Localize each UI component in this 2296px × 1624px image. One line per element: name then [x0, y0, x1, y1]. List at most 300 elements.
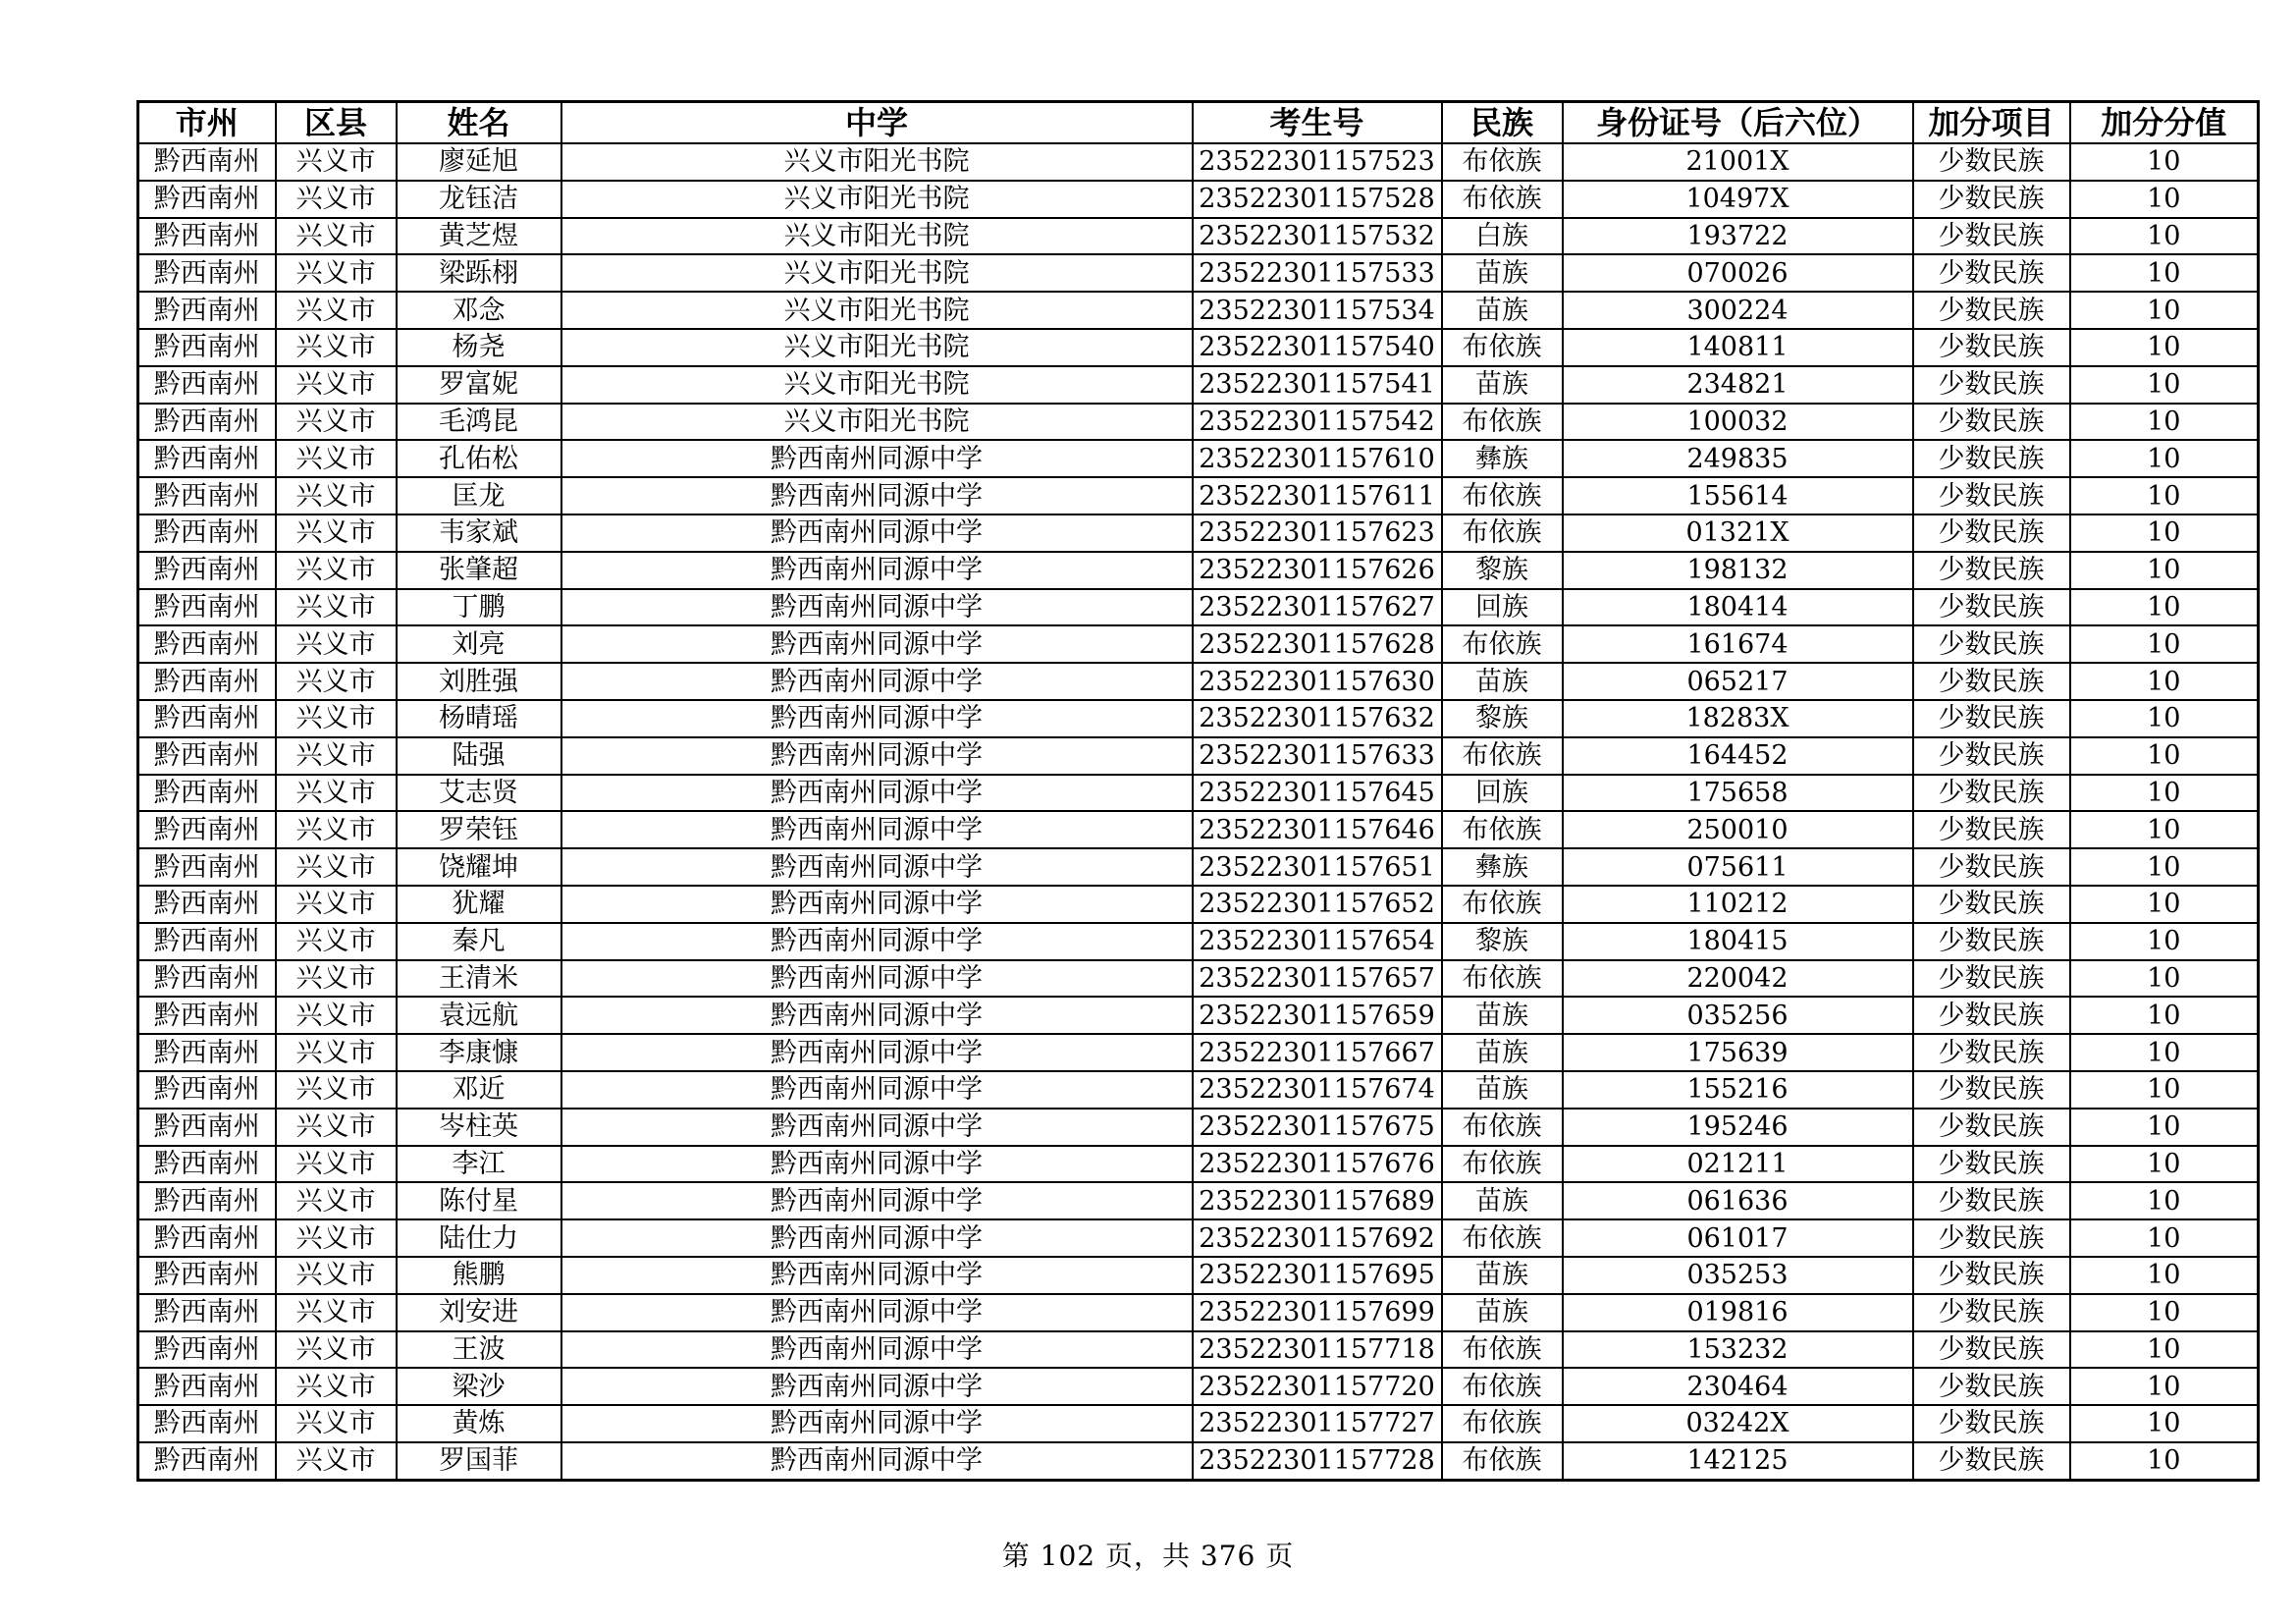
id-last-six-cell: 220042	[1563, 960, 1913, 998]
city-cell: 黔西南州	[138, 737, 276, 775]
header-row	[138, 102, 2259, 144]
city-cell: 黔西南州	[138, 1071, 276, 1109]
ethnicity-cell: 布依族	[1442, 1109, 1563, 1146]
exam-number-cell: 23522301157657	[1193, 960, 1442, 998]
header-bonus-value: 加分分值	[2070, 102, 2259, 144]
bonus-value-cell: 10	[2070, 1034, 2259, 1071]
bonus-value-cell: 10	[2070, 775, 2259, 812]
ethnicity-cell: 布依族	[1442, 143, 1563, 181]
name-cell: 艾志贤	[397, 775, 561, 812]
school-cell: 黔西南州同源中学	[561, 1368, 1193, 1405]
exam-number-cell: 23522301157523	[1193, 143, 1442, 181]
ethnicity-cell: 苗族	[1442, 1182, 1563, 1219]
county-cell: 兴义市	[276, 1294, 397, 1331]
id-last-six-cell: 21001X	[1563, 143, 1913, 181]
bonus-item-cell: 少数民族	[1913, 404, 2070, 441]
bonus-item-cell: 少数民族	[1913, 960, 2070, 998]
bonus-item-cell: 少数民族	[1913, 1257, 2070, 1294]
school-cell: 黔西南州同源中学	[561, 737, 1193, 775]
id-last-six-cell: 035256	[1563, 997, 1913, 1034]
city-cell: 黔西南州	[138, 811, 276, 848]
exam-number-cell: 23522301157720	[1193, 1368, 1442, 1405]
name-cell: 岑柱英	[397, 1109, 561, 1146]
city-cell: 黔西南州	[138, 143, 276, 181]
school-cell: 兴义市阳光书院	[561, 366, 1193, 404]
table-row	[138, 923, 2259, 960]
table-row	[138, 1368, 2259, 1405]
school-cell: 黔西南州同源中学	[561, 552, 1193, 589]
id-last-six-cell: 180415	[1563, 923, 1913, 960]
bonus-value-cell: 10	[2070, 960, 2259, 998]
school-cell: 黔西南州同源中学	[561, 477, 1193, 514]
header-name: 姓名	[397, 102, 561, 144]
ethnicity-cell: 布依族	[1442, 1368, 1563, 1405]
bonus-item-cell: 少数民族	[1913, 143, 2070, 181]
school-cell: 兴义市阳光书院	[561, 254, 1193, 292]
bonus-item-cell: 少数民族	[1913, 1146, 2070, 1183]
table-row	[138, 552, 2259, 589]
name-cell: 饶耀坤	[397, 848, 561, 886]
exam-number-cell: 23522301157627	[1193, 589, 1442, 626]
id-last-six-cell: 035253	[1563, 1257, 1913, 1294]
table-row	[138, 1294, 2259, 1331]
bonus-value-cell: 10	[2070, 1294, 2259, 1331]
city-cell: 黔西南州	[138, 514, 276, 552]
bonus-item-cell: 少数民族	[1913, 440, 2070, 477]
name-cell: 秦凡	[397, 923, 561, 960]
ethnicity-cell: 苗族	[1442, 1034, 1563, 1071]
school-cell: 兴义市阳光书院	[561, 143, 1193, 181]
bonus-value-cell: 10	[2070, 514, 2259, 552]
city-cell: 黔西南州	[138, 254, 276, 292]
bonus-item-cell: 少数民族	[1913, 1442, 2070, 1480]
exam-number-cell: 23522301157542	[1193, 404, 1442, 441]
school-cell: 黔西南州同源中学	[561, 811, 1193, 848]
bonus-item-cell: 少数民族	[1913, 848, 2070, 886]
table-row	[138, 181, 2259, 218]
bonus-value-cell: 10	[2070, 811, 2259, 848]
table-row	[138, 1182, 2259, 1219]
ethnicity-cell: 黎族	[1442, 552, 1563, 589]
bonus-item-cell: 少数民族	[1913, 589, 2070, 626]
name-cell: 龙钰洁	[397, 181, 561, 218]
bonus-item-cell: 少数民族	[1913, 923, 2070, 960]
table-row	[138, 1257, 2259, 1294]
ethnicity-cell: 苗族	[1442, 292, 1563, 329]
id-last-six-cell: 250010	[1563, 811, 1913, 848]
exam-number-cell: 23522301157534	[1193, 292, 1442, 329]
name-cell: 陆强	[397, 737, 561, 775]
name-cell: 李江	[397, 1146, 561, 1183]
school-cell: 黔西南州同源中学	[561, 625, 1193, 663]
county-cell: 兴义市	[276, 404, 397, 441]
exam-number-cell: 23522301157718	[1193, 1331, 1442, 1369]
county-cell: 兴义市	[276, 440, 397, 477]
table-row	[138, 737, 2259, 775]
county-cell: 兴义市	[276, 663, 397, 700]
ethnicity-cell: 苗族	[1442, 997, 1563, 1034]
bonus-value-cell: 10	[2070, 997, 2259, 1034]
school-cell: 黔西南州同源中学	[561, 1034, 1193, 1071]
school-cell: 黔西南州同源中学	[561, 1331, 1193, 1369]
county-cell: 兴义市	[276, 923, 397, 960]
header-bonus-item: 加分项目	[1913, 102, 2070, 144]
bonus-item-cell: 少数民族	[1913, 477, 2070, 514]
ethnicity-cell: 苗族	[1442, 1257, 1563, 1294]
exam-number-cell: 23522301157667	[1193, 1034, 1442, 1071]
bonus-item-cell: 少数民族	[1913, 1331, 2070, 1369]
bonus-item-cell: 少数民族	[1913, 1405, 2070, 1442]
table-row	[138, 292, 2259, 329]
name-cell: 刘安进	[397, 1294, 561, 1331]
id-last-six-cell: 061017	[1563, 1219, 1913, 1257]
school-cell: 黔西南州同源中学	[561, 848, 1193, 886]
id-last-six-cell: 249835	[1563, 440, 1913, 477]
county-cell: 兴义市	[276, 1182, 397, 1219]
bonus-value-cell: 10	[2070, 254, 2259, 292]
bonus-item-cell: 少数民族	[1913, 700, 2070, 737]
bonus-value-cell: 10	[2070, 700, 2259, 737]
table-row	[138, 404, 2259, 441]
name-cell: 熊鹏	[397, 1257, 561, 1294]
bonus-points-table	[136, 100, 2260, 1482]
county-cell: 兴义市	[276, 997, 397, 1034]
id-last-six-cell: 110212	[1563, 886, 1913, 923]
bonus-value-cell: 10	[2070, 1071, 2259, 1109]
county-cell: 兴义市	[276, 254, 397, 292]
page-number: 第 102 页，共 376 页	[1001, 1540, 1295, 1572]
bonus-value-cell: 10	[2070, 440, 2259, 477]
table-row	[138, 1034, 2259, 1071]
county-cell: 兴义市	[276, 143, 397, 181]
school-cell: 黔西南州同源中学	[561, 514, 1193, 552]
name-cell: 王波	[397, 1331, 561, 1369]
exam-number-cell: 23522301157659	[1193, 997, 1442, 1034]
county-cell: 兴义市	[276, 552, 397, 589]
id-last-six-cell: 153232	[1563, 1331, 1913, 1369]
name-cell: 刘胜强	[397, 663, 561, 700]
school-cell: 黔西南州同源中学	[561, 997, 1193, 1034]
exam-number-cell: 23522301157674	[1193, 1071, 1442, 1109]
ethnicity-cell: 布依族	[1442, 1146, 1563, 1183]
id-last-six-cell: 234821	[1563, 366, 1913, 404]
ethnicity-cell: 彝族	[1442, 848, 1563, 886]
ethnicity-cell: 彝族	[1442, 440, 1563, 477]
exam-number-cell: 23522301157728	[1193, 1442, 1442, 1480]
ethnicity-cell: 布依族	[1442, 477, 1563, 514]
city-cell: 黔西南州	[138, 848, 276, 886]
table-row	[138, 960, 2259, 998]
city-cell: 黔西南州	[138, 366, 276, 404]
table-row	[138, 1405, 2259, 1442]
table-row	[138, 1109, 2259, 1146]
bonus-value-cell: 10	[2070, 366, 2259, 404]
bonus-value-cell: 10	[2070, 1109, 2259, 1146]
school-cell: 黔西南州同源中学	[561, 1182, 1193, 1219]
table-row	[138, 775, 2259, 812]
bonus-item-cell: 少数民族	[1913, 663, 2070, 700]
exam-number-cell: 23522301157540	[1193, 329, 1442, 366]
school-cell: 黔西南州同源中学	[561, 923, 1193, 960]
ethnicity-cell: 布依族	[1442, 181, 1563, 218]
table-row	[138, 1442, 2259, 1480]
county-cell: 兴义市	[276, 1146, 397, 1183]
ethnicity-cell: 布依族	[1442, 886, 1563, 923]
county-cell: 兴义市	[276, 1034, 397, 1071]
school-cell: 黔西南州同源中学	[561, 775, 1193, 812]
city-cell: 黔西南州	[138, 1146, 276, 1183]
bonus-value-cell: 10	[2070, 737, 2259, 775]
id-last-six-cell: 065217	[1563, 663, 1913, 700]
school-cell: 黔西南州同源中学	[561, 1109, 1193, 1146]
table-row	[138, 1071, 2259, 1109]
bonus-value-cell: 10	[2070, 329, 2259, 366]
id-last-six-cell: 193722	[1563, 218, 1913, 255]
id-last-six-cell: 198132	[1563, 552, 1913, 589]
city-cell: 黔西南州	[138, 329, 276, 366]
ethnicity-cell: 苗族	[1442, 1294, 1563, 1331]
bonus-item-cell: 少数民族	[1913, 1182, 2070, 1219]
bonus-item-cell: 少数民族	[1913, 1368, 2070, 1405]
bonus-value-cell: 10	[2070, 1442, 2259, 1480]
bonus-value-cell: 10	[2070, 1146, 2259, 1183]
name-cell: 匡龙	[397, 477, 561, 514]
school-cell: 兴义市阳光书院	[561, 329, 1193, 366]
city-cell: 黔西南州	[138, 700, 276, 737]
school-cell: 黔西南州同源中学	[561, 886, 1193, 923]
exam-number-cell: 23522301157611	[1193, 477, 1442, 514]
table-row	[138, 1146, 2259, 1183]
city-cell: 黔西南州	[138, 1034, 276, 1071]
city-cell: 黔西南州	[138, 1182, 276, 1219]
ethnicity-cell: 布依族	[1442, 811, 1563, 848]
name-cell: 梁跞栩	[397, 254, 561, 292]
bonus-value-cell: 10	[2070, 1405, 2259, 1442]
bonus-item-cell: 少数民族	[1913, 514, 2070, 552]
bonus-value-cell: 10	[2070, 625, 2259, 663]
bonus-item-cell: 少数民族	[1913, 811, 2070, 848]
city-cell: 黔西南州	[138, 589, 276, 626]
id-last-six-cell: 142125	[1563, 1442, 1913, 1480]
table-row	[138, 143, 2259, 181]
exam-number-cell: 23522301157675	[1193, 1109, 1442, 1146]
school-cell: 黔西南州同源中学	[561, 1146, 1193, 1183]
school-cell: 黔西南州同源中学	[561, 663, 1193, 700]
bonus-value-cell: 10	[2070, 1331, 2259, 1369]
name-cell: 黄芝煜	[397, 218, 561, 255]
table-row	[138, 700, 2259, 737]
county-cell: 兴义市	[276, 1442, 397, 1480]
school-cell: 兴义市阳光书院	[561, 292, 1193, 329]
school-cell: 兴义市阳光书院	[561, 218, 1193, 255]
bonus-item-cell: 少数民族	[1913, 625, 2070, 663]
county-cell: 兴义市	[276, 1331, 397, 1369]
exam-number-cell: 23522301157628	[1193, 625, 1442, 663]
city-cell: 黔西南州	[138, 663, 276, 700]
county-cell: 兴义市	[276, 1405, 397, 1442]
county-cell: 兴义市	[276, 366, 397, 404]
county-cell: 兴义市	[276, 1109, 397, 1146]
table-row	[138, 514, 2259, 552]
ethnicity-cell: 黎族	[1442, 923, 1563, 960]
header-id-last-six: 身份证号（后六位）	[1563, 102, 1913, 144]
county-cell: 兴义市	[276, 589, 397, 626]
city-cell: 黔西南州	[138, 886, 276, 923]
school-cell: 黔西南州同源中学	[561, 960, 1193, 998]
id-last-six-cell: 10497X	[1563, 181, 1913, 218]
ethnicity-cell: 布依族	[1442, 1442, 1563, 1480]
county-cell: 兴义市	[276, 625, 397, 663]
name-cell: 黄炼	[397, 1405, 561, 1442]
name-cell: 廖延旭	[397, 143, 561, 181]
bonus-item-cell: 少数民族	[1913, 997, 2070, 1034]
city-cell: 黔西南州	[138, 775, 276, 812]
bonus-value-cell: 10	[2070, 1219, 2259, 1257]
city-cell: 黔西南州	[138, 404, 276, 441]
bonus-item-cell: 少数民族	[1913, 1219, 2070, 1257]
city-cell: 黔西南州	[138, 218, 276, 255]
bonus-item-cell: 少数民族	[1913, 1034, 2070, 1071]
id-last-six-cell: 03242X	[1563, 1405, 1913, 1442]
bonus-value-cell: 10	[2070, 663, 2259, 700]
id-last-six-cell: 155614	[1563, 477, 1913, 514]
exam-number-cell: 23522301157692	[1193, 1219, 1442, 1257]
exam-number-cell: 23522301157541	[1193, 366, 1442, 404]
ethnicity-cell: 回族	[1442, 589, 1563, 626]
ethnicity-cell: 苗族	[1442, 366, 1563, 404]
table-row	[138, 663, 2259, 700]
county-cell: 兴义市	[276, 218, 397, 255]
name-cell: 陆仕力	[397, 1219, 561, 1257]
bonus-item-cell: 少数民族	[1913, 366, 2070, 404]
exam-number-cell: 23522301157646	[1193, 811, 1442, 848]
id-last-six-cell: 175639	[1563, 1034, 1913, 1071]
name-cell: 丁鹏	[397, 589, 561, 626]
exam-number-cell: 23522301157533	[1193, 254, 1442, 292]
bonus-value-cell: 10	[2070, 848, 2259, 886]
bonus-item-cell: 少数民族	[1913, 552, 2070, 589]
school-cell: 黔西南州同源中学	[561, 589, 1193, 626]
ethnicity-cell: 布依族	[1442, 737, 1563, 775]
table-row	[138, 625, 2259, 663]
ethnicity-cell: 苗族	[1442, 663, 1563, 700]
city-cell: 黔西南州	[138, 552, 276, 589]
county-cell: 兴义市	[276, 477, 397, 514]
table-row	[138, 886, 2259, 923]
county-cell: 兴义市	[276, 329, 397, 366]
ethnicity-cell: 布依族	[1442, 404, 1563, 441]
id-last-six-cell: 175658	[1563, 775, 1913, 812]
ethnicity-cell: 布依族	[1442, 1405, 1563, 1442]
bonus-item-cell: 少数民族	[1913, 775, 2070, 812]
school-cell: 兴义市阳光书院	[561, 181, 1193, 218]
table-row	[138, 218, 2259, 255]
bonus-value-cell: 10	[2070, 923, 2259, 960]
county-cell: 兴义市	[276, 737, 397, 775]
ethnicity-cell: 布依族	[1442, 514, 1563, 552]
name-cell: 孔佑松	[397, 440, 561, 477]
bonus-value-cell: 10	[2070, 404, 2259, 441]
name-cell: 刘亮	[397, 625, 561, 663]
bonus-item-cell: 少数民族	[1913, 1109, 2070, 1146]
exam-number-cell: 23522301157626	[1193, 552, 1442, 589]
name-cell: 杨晴瑶	[397, 700, 561, 737]
bonus-item-cell: 少数民族	[1913, 218, 2070, 255]
id-last-six-cell: 061636	[1563, 1182, 1913, 1219]
ethnicity-cell: 苗族	[1442, 1071, 1563, 1109]
table-row	[138, 589, 2259, 626]
id-last-six-cell: 070026	[1563, 254, 1913, 292]
ethnicity-cell: 布依族	[1442, 329, 1563, 366]
exam-number-cell: 23522301157727	[1193, 1405, 1442, 1442]
table-row	[138, 811, 2259, 848]
id-last-six-cell: 164452	[1563, 737, 1913, 775]
id-last-six-cell: 300224	[1563, 292, 1913, 329]
name-cell: 李康慷	[397, 1034, 561, 1071]
bonus-value-cell: 10	[2070, 589, 2259, 626]
id-last-six-cell: 019816	[1563, 1294, 1913, 1331]
bonus-value-cell: 10	[2070, 552, 2259, 589]
school-cell: 黔西南州同源中学	[561, 1219, 1193, 1257]
table-row	[138, 254, 2259, 292]
bonus-item-cell: 少数民族	[1913, 292, 2070, 329]
table-row	[138, 848, 2259, 886]
name-cell: 邓念	[397, 292, 561, 329]
city-cell: 黔西南州	[138, 1294, 276, 1331]
bonus-value-cell: 10	[2070, 292, 2259, 329]
school-cell: 黔西南州同源中学	[561, 1442, 1193, 1480]
id-last-six-cell: 18283X	[1563, 700, 1913, 737]
bonus-value-cell: 10	[2070, 886, 2259, 923]
exam-number-cell: 23522301157652	[1193, 886, 1442, 923]
city-cell: 黔西南州	[138, 997, 276, 1034]
name-cell: 张肇超	[397, 552, 561, 589]
bonus-value-cell: 10	[2070, 1257, 2259, 1294]
exam-number-cell: 23522301157676	[1193, 1146, 1442, 1183]
header-county: 区县	[276, 102, 397, 144]
county-cell: 兴义市	[276, 775, 397, 812]
name-cell: 杨尧	[397, 329, 561, 366]
city-cell: 黔西南州	[138, 960, 276, 998]
name-cell: 罗富妮	[397, 366, 561, 404]
city-cell: 黔西南州	[138, 1257, 276, 1294]
county-cell: 兴义市	[276, 960, 397, 998]
header-school: 中学	[561, 102, 1193, 144]
bonus-item-cell: 少数民族	[1913, 329, 2070, 366]
table-row	[138, 997, 2259, 1034]
school-cell: 黔西南州同源中学	[561, 1405, 1193, 1442]
ethnicity-cell: 黎族	[1442, 700, 1563, 737]
ethnicity-cell: 白族	[1442, 218, 1563, 255]
bonus-item-cell: 少数民族	[1913, 254, 2070, 292]
name-cell: 犹耀	[397, 886, 561, 923]
table-row	[138, 477, 2259, 514]
table-body	[138, 143, 2259, 1480]
county-cell: 兴义市	[276, 514, 397, 552]
bonus-item-cell: 少数民族	[1913, 1071, 2070, 1109]
header-city: 市州	[138, 102, 276, 144]
county-cell: 兴义市	[276, 181, 397, 218]
city-cell: 黔西南州	[138, 923, 276, 960]
bonus-value-cell: 10	[2070, 143, 2259, 181]
school-cell: 黔西南州同源中学	[561, 440, 1193, 477]
exam-number-cell: 23522301157645	[1193, 775, 1442, 812]
bonus-value-cell: 10	[2070, 181, 2259, 218]
city-cell: 黔西南州	[138, 1109, 276, 1146]
bonus-value-cell: 10	[2070, 1182, 2259, 1219]
exam-number-cell: 23522301157651	[1193, 848, 1442, 886]
id-last-six-cell: 155216	[1563, 1071, 1913, 1109]
